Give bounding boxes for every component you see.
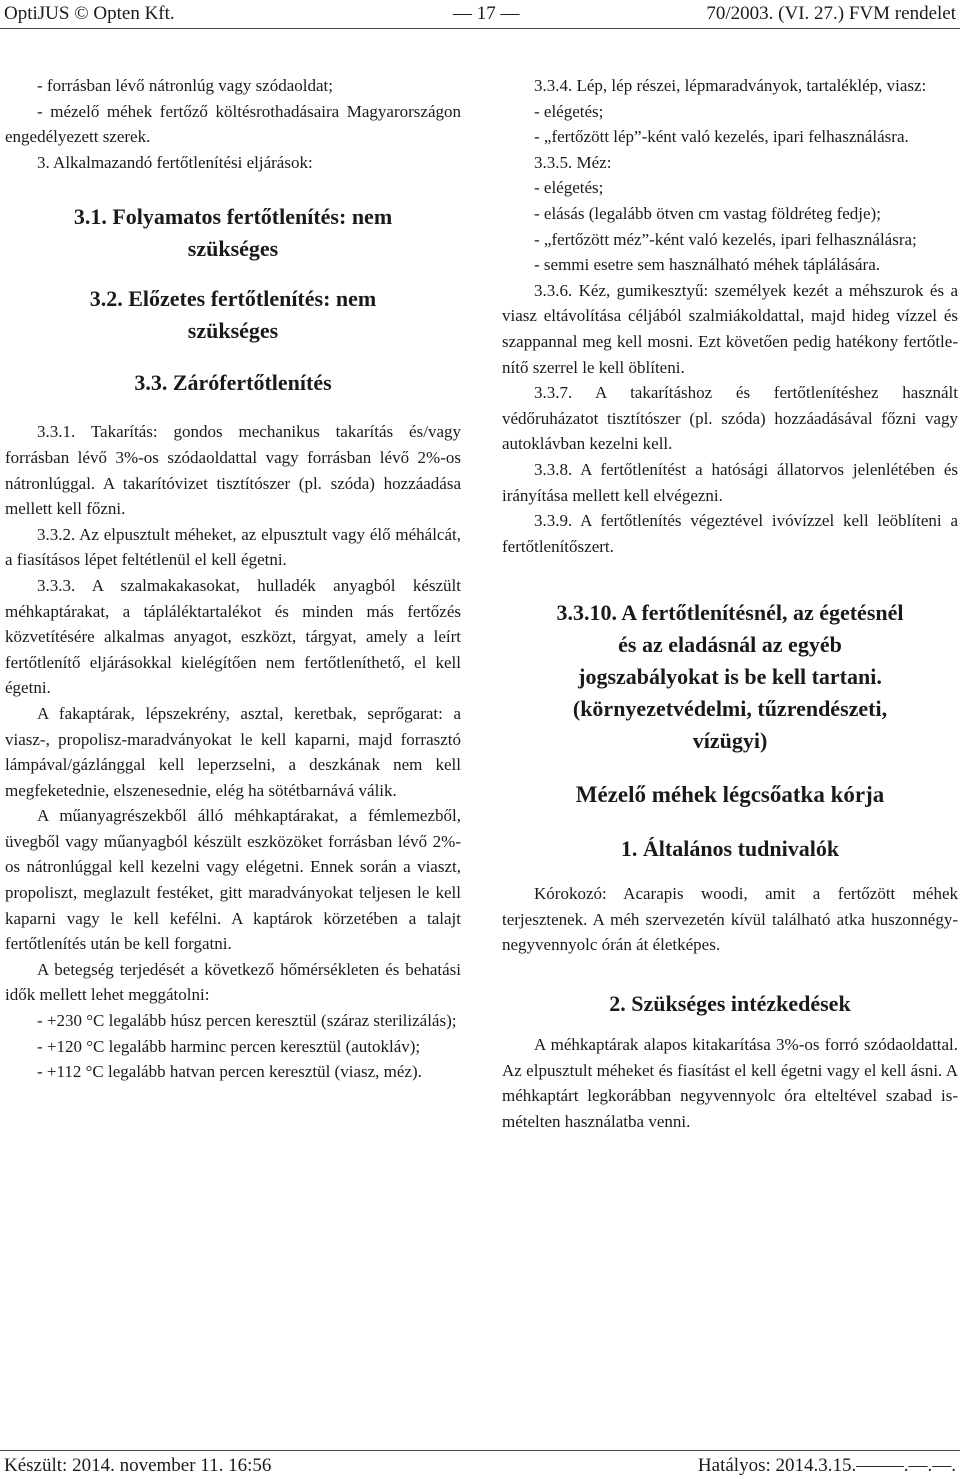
paragraph: A fakaptárak, lépszekrény, asztal, keretbak, seprőgarat: a viasz-, propolisz-maradványokat le kell kaparni, majd forrasztó lámpával/gázlánggal kell leperzselni, a deszkának nem kell megfeketednie, elszenesednie, elég ha sötétbarnává válik. bbox=[5, 703, 461, 800]
paragraph: - elégetés; bbox=[534, 178, 604, 198]
paragraph: - mézelő méhek fertőző költésrothadásaira Magyarországon engedélyezett szerek. bbox=[5, 101, 461, 147]
heading-line: 3.2. Előzetes fertőtlenítés: nem bbox=[89, 286, 377, 312]
paragraph: - +112 °C legalább hatvan percen keresztül (viasz, méz). bbox=[37, 1062, 422, 1082]
footer-created-date: Készült: 2014. november 11. 16:56 bbox=[4, 1455, 272, 1476]
paragraph: 3.3.4. Lép, lép részei, lépmaradványok, tartaléklép, viasz: bbox=[534, 76, 927, 95]
section-heading: 2. Szükséges intézkedések bbox=[609, 991, 851, 1017]
heading-line: és az eladásnál az egyéb bbox=[618, 632, 842, 658]
paragraph: 3.3.9. A fertőtlenítés végeztével ivóvízzel kell leöblíteni a fertőtlenítőszert. bbox=[502, 511, 958, 556]
section-heading bbox=[5, 283, 461, 347]
section-heading: 1. Általános tudnivalók bbox=[620, 836, 840, 862]
paragraph: - +230 °C legalább húsz percen keresztül (száraz sterilizálás); bbox=[37, 1011, 457, 1031]
paragraph: A méhkaptárak alapos kitakarítása 3%-os forró szódaoldattal. Az elpusztult méheket és fiasítást el kell égetni vagy el kell ásni. A méhkaptárt legkorábban negyvennyolc óra elteltével szabad ismételten használatba venni. bbox=[502, 1035, 958, 1131]
heading-line: szükséges bbox=[187, 318, 279, 344]
paragraph: - elásás (legalább ötven cm vastag földréteg fedje); bbox=[534, 203, 881, 223]
left-column bbox=[5, 73, 461, 1085]
footer-effective-date: Hatályos: 2014.3.15.–––––.––.––. bbox=[697, 1455, 956, 1476]
right-column bbox=[502, 73, 958, 1134]
header-page-number: — 17 — bbox=[453, 3, 520, 24]
paragraph: 3.3.7. A takarításhoz és fertőtlenítéshez használt védőruházatot tisztítószer (pl. szóda) hozzáadásával főzni vagy autoklávban kezelni kell. bbox=[502, 383, 958, 454]
paragraph: Kórokozó: Acarapis woodi, amit a fertőzött méhek terjesztenek. A méh szervezetén kívül található atka huszonnégy-negyvennyolc órán át életképes. bbox=[502, 884, 958, 955]
paragraph: - semmi esetre sem használható méhek táplálására. bbox=[534, 255, 880, 275]
paragraph: 3. Alkalmazandó fertőtlenítési eljárások: bbox=[37, 152, 313, 172]
paragraph: - forrásban lévő nátronlúg vagy szódaoldat; bbox=[37, 76, 333, 95]
paragraph: - „fertőzött lép”-ként való kezelés, ipari felhasználásra. bbox=[534, 127, 909, 147]
paragraph: 3.3.3. A szalmakakasokat, hulladék anyagból készült méhkaptárakat, a tápláléktartalékot és minden más fertőzés közvetítésére alkalmas anyagot, eszközt, tárgyat, amely a leírt fertőtlenítő eljárásokkal kielégítően nem fertőtleníthető, el kell égetni. bbox=[5, 575, 461, 698]
paragraph: 3.3.8. A fertőtlenítést a hatósági állatorvos jelenlétében és irányítása mellett kell elvégezni. bbox=[502, 459, 958, 505]
page-header bbox=[0, 0, 960, 27]
section-heading bbox=[502, 597, 958, 757]
footer-rule bbox=[0, 1450, 960, 1451]
header-regulation-title: 70/2003. (VI. 27.) FVM rendelet bbox=[706, 3, 956, 24]
paragraph: - „fertőzött méz”-ként való kezelés, ipari felhasználásra; bbox=[534, 229, 917, 249]
paragraph: 3.3.1. Takarítás: gondos mechanikus takarítás és/vagy forrásban lévő 3%-os szódaoldattal vagy forrásban lévő 2%-os nátronlúggal. A takarítóvizet tisztítószer (pl. szóda) hozzáadása mellett kell főzni. bbox=[5, 422, 461, 519]
paragraph: - +120 °C legalább harminc percen keresztül (autokláv); bbox=[37, 1036, 421, 1056]
heading-line: (környezetvédelmi, tűzrendészeti, bbox=[572, 696, 888, 722]
heading-line: jogszabályokat is be kell tartani. bbox=[578, 664, 882, 690]
section-heading bbox=[5, 201, 461, 265]
heading-line: vízügyi) bbox=[692, 728, 768, 754]
paragraph: 3.3.5. Méz: bbox=[534, 152, 612, 172]
paragraph: 3.3.6. Kéz, gumikesztyű: személyek kezét a méhszurok és a viasz eltávolítása céljából szalmiákoldattal, majd hideg vízzel és szappannal meg kell mosni. Ezt követően pedig hatékony fertőtlenítő szerrel le kell öblíteni. bbox=[502, 280, 958, 377]
page-footer bbox=[0, 1452, 960, 1479]
disease-title: Mézelő méhek légcsőatka kórja bbox=[575, 782, 885, 808]
section-heading: 3.3. Zárófertőtlenítés bbox=[134, 370, 332, 396]
header-publisher: OptiJUS © Opten Kft. bbox=[4, 3, 175, 24]
paragraph: A műanyagrészekből álló méhkaptárakat, a fémlemezből, üvegből vagy műanyagból készült eszközöket forrásban lévő 2%-os nátronlúggal kell kezelni vagy elégetni. Ennek során a viaszt, propoliszt, meglazult festéket, gitt maradványokat teljesen le kell kaparni vagy le kell kefélni. A kaptárok körzetében a talajt fertőtlenítés után be kell forgatni. bbox=[5, 806, 461, 954]
paragraph: A betegség terjedését a következő hőmérsékleten és behatási idők mellett lehet meggátolni: bbox=[5, 959, 461, 1005]
heading-line: 3.3.10. A fertőtlenítésnél, az égetésnél bbox=[556, 600, 904, 626]
heading-line: szükséges bbox=[187, 236, 279, 262]
paragraph: 3.3.2. Az elpusztult méheket, az elpusztult vagy élő méhálcát, a fiasításos lépet feltétlenül el kell égetni. bbox=[5, 524, 461, 570]
header-rule bbox=[0, 28, 960, 29]
paragraph: - elégetés; bbox=[534, 101, 604, 121]
heading-line: 3.1. Folyamatos fertőtlenítés: nem bbox=[73, 204, 393, 230]
